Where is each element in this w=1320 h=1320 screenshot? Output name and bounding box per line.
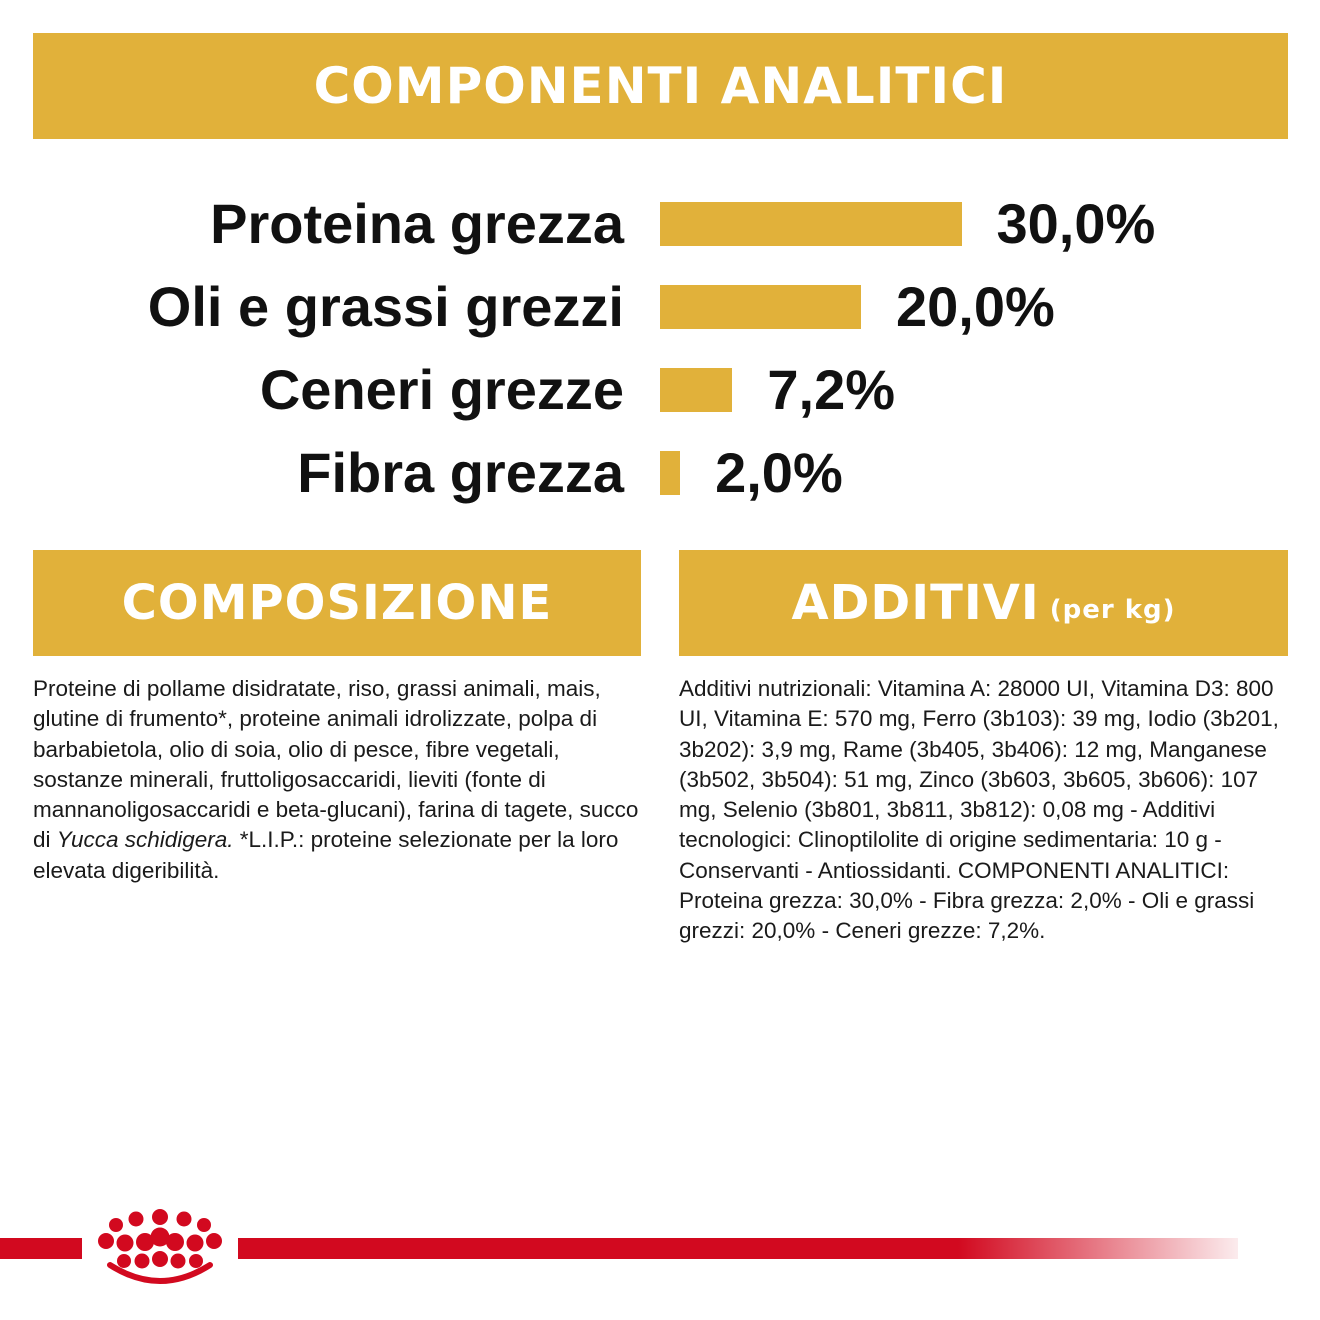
analytic-row-fat xyxy=(0,267,1320,347)
analytic-label: Ceneri grezze xyxy=(259,358,624,421)
composition-title: COMPOSIZIONE xyxy=(121,575,553,631)
footer-red-line-left xyxy=(0,1238,82,1259)
additives-banner xyxy=(679,550,1288,656)
analytic-row-protein xyxy=(0,184,1320,264)
composition-text-footnote: *L.I.P.: proteine selezionate per la loro elevata digeribilità. xyxy=(33,827,619,883)
analytic-value: 20,0% xyxy=(896,275,1055,338)
analytic-label: Oli e grassi grezzi xyxy=(147,275,624,338)
analytic-bar xyxy=(660,285,861,329)
analytic-bar xyxy=(660,202,962,246)
composition-banner xyxy=(33,550,641,656)
analytic-row-ash xyxy=(0,350,1320,430)
additives-title: ADDITIVI xyxy=(791,575,1040,631)
crown-icon xyxy=(90,1205,230,1285)
analytic-value: 2,0% xyxy=(715,441,843,504)
composition-text-main: Proteine di pollame disidratate, riso, grassi animali, mais, glutine di frumento*, proteine animali idrolizzate, polpa di barbabietola, olio di soia, olio di pesce, fibre vegetali, sostanze minerali, fruttoligosaccaridi, lieviti (fonte di mannanoligosaccaridi e beta-glucani), farina di tagete, succo di xyxy=(33,676,639,853)
analytic-label: Proteina grezza xyxy=(210,192,624,255)
analytic-bar xyxy=(660,451,680,495)
analytic-bar xyxy=(660,368,732,412)
analytic-components-title: COMPONENTI ANALITICI xyxy=(313,57,1008,115)
composition-text-italic: Yucca schidigera. xyxy=(56,827,234,853)
analytic-row-fibre xyxy=(0,433,1320,513)
analytic-label: Fibra grezza xyxy=(297,441,624,504)
composition-text xyxy=(33,674,645,886)
analytic-value: 30,0% xyxy=(996,192,1156,255)
analytic-components-banner xyxy=(33,33,1288,139)
analytic-value: 7,2% xyxy=(767,358,895,421)
footer-red-line-right xyxy=(238,1238,1238,1259)
additives-text: Additivi nutrizionali: Vitamina A: 28000 UI, Vitamina D3: 800 UI, Vitamina E: 570 mg, Ferro (3b103): 39 mg, Iodio (3b201, 3b202): 3,9 mg, Rame (3b405, 3b406): 12 mg, Manganese (3b502, 3b504): 51 mg, Zinco (3b603, 3b605, 3b606): 107 mg, Selenio (3b801, 3b811, 3b812): 0,08 mg - Additivi tecnologici: Clinoptilolite di origine sedimentaria: 10 g - Conservanti - Antiossidanti. COMPONENTI ANALITICI: Proteina grezza: 30,0% - Fibra grezza: 2,0% - Oli e grassi grezzi: 20,0% - Ceneri grezze: 7,2%. xyxy=(679,676,1279,944)
additives-unit: (per kg) xyxy=(1049,595,1176,625)
